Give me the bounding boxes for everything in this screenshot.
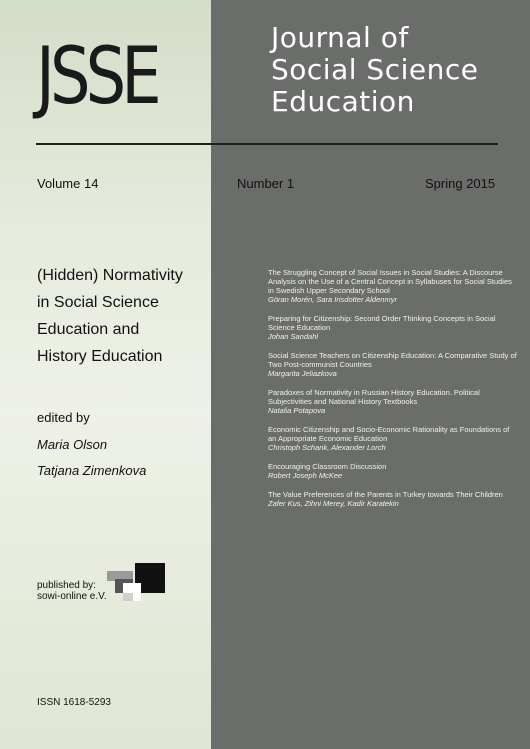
- edited-by-label: edited by: [37, 410, 90, 425]
- toc-article-title: The Value Preferences of the Parents in Turkey towards Their Children: [268, 490, 503, 499]
- toc-article-title: Paradoxes of Normativity in Russian History Education. Political Subjectivities and National History Textbooks: [268, 388, 480, 406]
- volume-label: Volume 14: [37, 176, 99, 191]
- toc-item: [268, 462, 518, 480]
- issue-title-line: (Hidden) Normativity: [37, 267, 183, 284]
- toc-item: [268, 490, 518, 508]
- season-label: Spring 2015: [425, 176, 496, 191]
- toc-article-authors: Zafer Kus, Zihni Merey, Kadir Karatekin: [268, 499, 399, 508]
- issue-title-line: Education and: [37, 321, 140, 338]
- journal-title-line: Education: [271, 85, 415, 118]
- toc-item: [268, 388, 518, 415]
- issue-title-line: in Social Science: [37, 294, 159, 311]
- journal-title: [271, 22, 521, 118]
- publisher-block: [37, 580, 107, 602]
- toc-article-authors: Johan Sandahl: [268, 332, 319, 341]
- table-of-contents: [268, 268, 518, 518]
- toc-article-title: Social Science Teachers on Citizenship Education: A Comparative Study of Two Post-communist Countries: [268, 351, 517, 369]
- toc-item: [268, 314, 518, 341]
- toc-article-authors: Göran Morén, Sara Irisdotter Aldenmyr: [268, 295, 397, 304]
- jsse-logo: JSSE: [36, 32, 157, 122]
- toc-article-title: The Struggling Concept of Social Issues in Social Studies: A Discourse Analysis on the Use of a Central Concept in Syllabuses for Social Studies in Swedish Upper Secondary School: [268, 268, 512, 295]
- publisher-name: sowi-online e.V.: [37, 591, 107, 602]
- issn-label: ISSN 1618-5293: [37, 697, 111, 708]
- toc-item: [268, 351, 518, 378]
- toc-article-authors: Christoph Schank, Alexander Lorch: [268, 443, 386, 452]
- toc-article-authors: Robert Joseph McKee: [268, 471, 343, 480]
- divider-rule: [36, 143, 498, 145]
- publisher-label: published by:: [37, 580, 96, 591]
- number-label: Number 1: [237, 176, 295, 191]
- editor-name: Tatjana Zimenkova: [37, 463, 147, 478]
- toc-item: [268, 268, 518, 304]
- issue-title: [37, 262, 207, 370]
- issue-title-line: History Education: [37, 348, 163, 365]
- toc-article-title: Encouraging Classroom Discussion: [268, 462, 387, 471]
- toc-article-title: Economic Citizenship and Socio-Economic Rationality as Foundations of an Appropriate Economic Education: [268, 425, 510, 443]
- toc-article-authors: Margarita Jeliazkova: [268, 369, 337, 378]
- toc-article-title: Preparing for Citizenship: Second Order Thinking Concepts in Social Science Education: [268, 314, 496, 332]
- journal-title-line: Journal of: [271, 21, 409, 54]
- publisher-logo-icon: [107, 563, 165, 603]
- journal-title-line: Social Science: [271, 53, 479, 86]
- toc-article-authors: Natalia Potapova: [268, 406, 326, 415]
- toc-item: [268, 425, 518, 452]
- editor-name: Maria Olson: [37, 437, 108, 452]
